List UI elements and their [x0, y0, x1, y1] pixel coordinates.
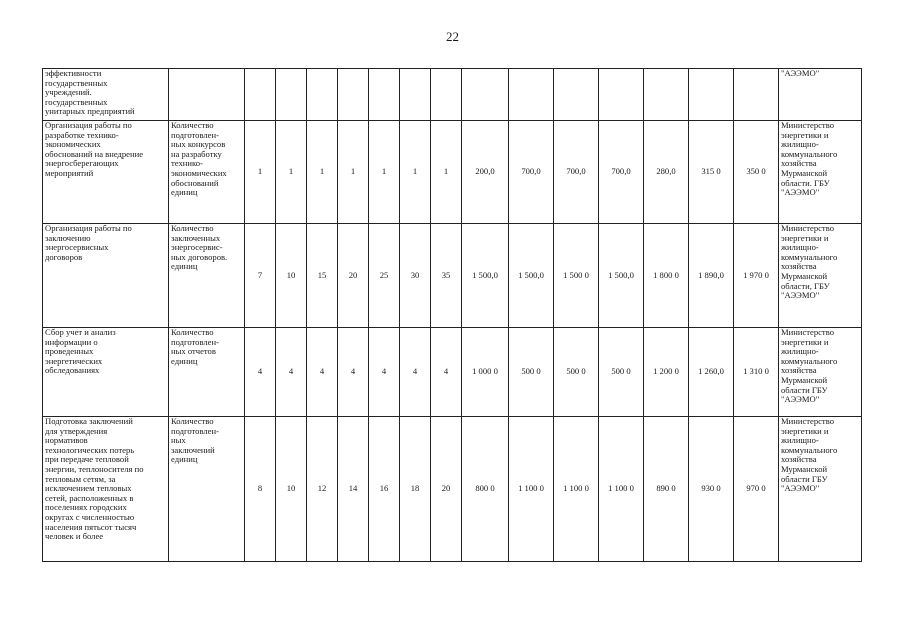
count-cell-text: 10 [286, 269, 296, 280]
count-cell [276, 417, 307, 562]
count-cell-text: 4 [412, 366, 418, 377]
amount-cell-text: 1 200 0 [653, 366, 679, 377]
count-cell [431, 69, 462, 121]
count-cell [400, 224, 431, 328]
count-cell [245, 69, 276, 121]
amount-cell-text: 500 0 [521, 366, 541, 377]
count-cell-text: 1 [443, 166, 449, 177]
amount-cell-text: 200,0 [475, 166, 495, 177]
count-cell [400, 417, 431, 562]
amount-cell-text: 1 890,0 [698, 269, 724, 280]
count-cell [338, 121, 369, 224]
activity-cell [43, 224, 169, 328]
amount-cell [554, 417, 599, 562]
amount-cell-text: 280,0 [656, 166, 676, 177]
count-cell [369, 121, 400, 224]
count-cell-text: 10 [286, 483, 296, 494]
indicator-cell [169, 328, 245, 417]
count-cell-text: 1 [381, 166, 387, 177]
program-activities-table [42, 68, 862, 562]
responsible-cell-text: Министерство энергетики и жилищно- коммунального хозяйства Мурманской области ГБУ "АЭЭМО" [781, 327, 838, 405]
count-cell-text: 18 [410, 483, 420, 494]
count-cell [245, 328, 276, 417]
amount-cell [509, 328, 554, 417]
responsible-cell-text: "АЭЭМО" [781, 68, 820, 78]
count-cell-text: 20 [441, 483, 451, 494]
amount-cell-text: 1 100 0 [563, 483, 589, 494]
amount-cell [599, 417, 644, 562]
count-cell-text: 1 [412, 166, 418, 177]
amount-cell [734, 121, 779, 224]
count-cell [245, 121, 276, 224]
amount-cell [734, 417, 779, 562]
count-cell [307, 69, 338, 121]
amount-cell [599, 69, 644, 121]
count-cell-text: 1 [288, 166, 294, 177]
amount-cell-text: 315 0 [701, 166, 721, 177]
count-cell-text: 12 [317, 483, 327, 494]
table-row [43, 328, 862, 417]
activity-cell-text: Организация работы по разработке технико- экономических обоснований на внедрение энергосберегающих мероприятий [45, 120, 144, 178]
amount-cell [509, 69, 554, 121]
page-number: 22 [446, 29, 459, 44]
amount-cell [689, 224, 734, 328]
count-cell [338, 224, 369, 328]
table-row [43, 121, 862, 224]
count-cell [276, 224, 307, 328]
activity-cell-text: эффективности государственных учреждений. государственных унитарных предприятий [45, 68, 135, 117]
count-cell [400, 69, 431, 121]
amount-cell [599, 224, 644, 328]
responsible-cell [779, 417, 862, 562]
amount-cell [554, 121, 599, 224]
activity-cell [43, 121, 169, 224]
activity-cell [43, 69, 169, 121]
amount-cell [509, 224, 554, 328]
amount-cell [689, 328, 734, 417]
amount-cell-text: 700,0 [611, 166, 631, 177]
amount-cell [689, 417, 734, 562]
count-cell [369, 69, 400, 121]
count-cell-text: 16 [379, 483, 389, 494]
activity-cell [43, 328, 169, 417]
amount-cell [462, 224, 509, 328]
count-cell-text: 4 [319, 366, 325, 377]
count-cell-text: 1 [257, 166, 263, 177]
amount-cell-text: 1 310 0 [743, 366, 769, 377]
amount-cell [734, 224, 779, 328]
amount-cell-text: 1 100 0 [608, 483, 634, 494]
count-cell-text: 4 [288, 366, 294, 377]
indicator-cell-text: Количество заключенных энергосервис- ных договоров. единиц [171, 223, 228, 272]
count-cell-text: 15 [317, 269, 327, 280]
amount-cell [689, 121, 734, 224]
responsible-cell-text: Министерство энергетики и жилищно- коммунального хозяйства Мурманской области. ГБУ "АЭЭМО" [781, 120, 838, 198]
count-cell [338, 417, 369, 562]
count-cell [400, 328, 431, 417]
table-row [43, 69, 862, 121]
amount-cell [554, 224, 599, 328]
count-cell-text: 8 [257, 483, 263, 494]
count-cell [245, 417, 276, 562]
count-cell [431, 224, 462, 328]
amount-cell-text: 1 100 0 [518, 483, 544, 494]
count-cell [276, 328, 307, 417]
count-cell-text: 7 [257, 269, 263, 280]
amount-cell [644, 328, 689, 417]
count-cell [369, 328, 400, 417]
indicator-cell [169, 417, 245, 562]
count-cell [369, 224, 400, 328]
responsible-cell [779, 69, 862, 121]
indicator-cell-text: Количество подготовлен- ных отчетов единиц [171, 327, 219, 366]
amount-cell-text: 1 800 0 [653, 269, 679, 280]
count-cell [276, 69, 307, 121]
amount-cell [644, 121, 689, 224]
count-cell-text: 4 [257, 366, 263, 377]
amount-cell-text: 1 500,0 [518, 269, 544, 280]
responsible-cell [779, 224, 862, 328]
count-cell-text: 1 [319, 166, 325, 177]
count-cell-text: 30 [410, 269, 420, 280]
amount-cell-text: 970 0 [746, 483, 766, 494]
amount-cell-text: 350 0 [746, 166, 766, 177]
count-cell-text: 14 [348, 483, 358, 494]
amount-cell-text: 1 000 0 [472, 366, 498, 377]
count-cell [431, 328, 462, 417]
count-cell-text: 4 [350, 366, 356, 377]
indicator-cell [169, 69, 245, 121]
count-cell-text: 4 [443, 366, 449, 377]
amount-cell [509, 121, 554, 224]
indicator-cell [169, 224, 245, 328]
count-cell-text: 20 [348, 269, 358, 280]
amount-cell [462, 417, 509, 562]
amount-cell-text: 800 0 [475, 483, 495, 494]
activity-cell-text: Подготовка заключений для утверждения нормативов технологических потерь при передаче тепловой энергии, теплоносителя по тепловым сетям, за исключением тепловых сетей, расположенных в поселениях городских округах с численностью населения пятьсот тысяч человек и более [45, 416, 144, 542]
count-cell-text: 35 [441, 269, 451, 280]
amount-cell [462, 69, 509, 121]
amount-cell-text: 1 970 0 [743, 269, 769, 280]
count-cell [307, 328, 338, 417]
count-cell-text: 4 [381, 366, 387, 377]
amount-cell [554, 69, 599, 121]
count-cell [307, 417, 338, 562]
amount-cell-text: 1 500,0 [472, 269, 498, 280]
amount-cell-text: 700,0 [566, 166, 586, 177]
amount-cell [599, 121, 644, 224]
amount-cell [462, 328, 509, 417]
amount-cell-text: 1 500,0 [608, 269, 634, 280]
count-cell [338, 69, 369, 121]
amount-cell [644, 69, 689, 121]
amount-cell [734, 69, 779, 121]
table-row [43, 224, 862, 328]
responsible-cell [779, 328, 862, 417]
count-cell [431, 417, 462, 562]
count-cell [400, 121, 431, 224]
amount-cell [599, 328, 644, 417]
indicator-cell-text: Количество подготовлен- ных конкурсов на разработку технико- экономических обоснований единиц [171, 120, 227, 198]
amount-cell [554, 328, 599, 417]
count-cell [431, 121, 462, 224]
amount-cell-text: 500 0 [611, 366, 631, 377]
count-cell [338, 328, 369, 417]
table-row [43, 417, 862, 562]
indicator-cell [169, 121, 245, 224]
responsible-cell [779, 121, 862, 224]
amount-cell-text: 700,0 [521, 166, 541, 177]
count-cell-text: 25 [379, 269, 389, 280]
count-cell [245, 224, 276, 328]
count-cell [307, 224, 338, 328]
amount-cell-text: 1 500 0 [563, 269, 589, 280]
responsible-cell-text: Министерство энергетики и жилищно- коммунального хозяйства Мурманской области, ГБУ "АЭЭМО" [781, 223, 838, 301]
amount-cell [462, 121, 509, 224]
amount-cell [644, 224, 689, 328]
amount-cell [644, 417, 689, 562]
count-cell-text: 1 [350, 166, 356, 177]
indicator-cell-text: Количество подготовлен- ных заключений единиц [171, 416, 219, 465]
activity-cell-text: Сбор учет и анализ информации о проведенных энергетических обследованиях [45, 327, 116, 376]
amount-cell [734, 328, 779, 417]
responsible-cell-text: Министерство энергетики и жилищно- коммунального хозяйства Мурманской области ГБУ "АЭЭМО" [781, 416, 838, 494]
amount-cell-text: 1 260,0 [698, 366, 724, 377]
activity-cell-text: Организация работы по заключению энергосервисных договоров [45, 223, 132, 262]
activity-cell [43, 417, 169, 562]
count-cell [369, 417, 400, 562]
amount-cell [689, 69, 734, 121]
count-cell [307, 121, 338, 224]
amount-cell-text: 500 0 [566, 366, 586, 377]
amount-cell-text: 930 0 [701, 483, 721, 494]
amount-cell-text: 890 0 [656, 483, 676, 494]
amount-cell [509, 417, 554, 562]
count-cell [276, 121, 307, 224]
